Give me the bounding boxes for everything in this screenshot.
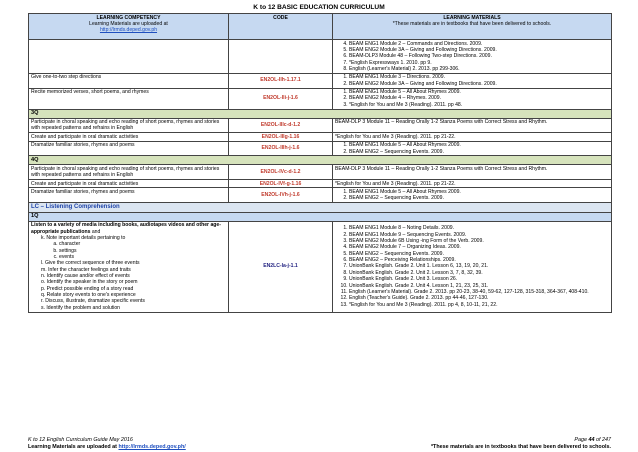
code-cell: EN2OL-IIi-j-1.6	[229, 88, 333, 109]
materials-cell: *English for You and Me 3 (Reading). 2011. pp 21-22.	[333, 180, 612, 188]
header-materials-sub: *These materials are in textbooks that have been delivered to schools.	[392, 20, 552, 27]
code-cell: EN2OL-IIIh-j-1.6	[229, 141, 333, 156]
code-cell: EN2OL-IIIg-1.16	[229, 133, 333, 141]
list-item: 1. BEAM ENG1 Module 5 – All About Rhymes 2009.	[349, 142, 609, 148]
list-item: 9. UnionBank English. Grade 2. Unit 3. Lesson 26.	[349, 276, 609, 282]
list-item: 11. English (Learner's Material). Grade 2. 2013. pp 20-23, 38-40, 59-62, 127-128, 315-318, 364-367, 408-410.	[349, 289, 609, 295]
delivered-note: *These materials are in textbooks that have been delivered to schools.	[430, 444, 611, 450]
uploaded-text: Learning Materials are uploaded at	[28, 444, 119, 450]
footer-lrmds-link[interactable]: http://lrmds.deped.gov.ph/	[118, 444, 186, 450]
header-code	[229, 14, 333, 40]
quarter-label: 1Q	[29, 212, 612, 221]
domain-row-listening	[29, 203, 612, 213]
competency-cell	[29, 221, 229, 312]
materials-cell: *English for You and Me 3 (Reading). 2011. pp 21-22.	[333, 133, 612, 141]
list-item: 2. BEAM ENG1 Module 9 – Sequencing Events. 2009.	[349, 232, 609, 238]
table-row	[29, 180, 612, 188]
list-item: 10. UnionBank English. Grade 2. Unit 4. Lesson 1, 21, 23, 25, 31.	[349, 283, 609, 289]
materials-list	[335, 225, 609, 308]
sub-item: q. Relate story events to one's experience	[41, 292, 136, 299]
quarter-row-1q	[29, 212, 612, 221]
quarter-row-4q	[29, 156, 612, 165]
materials-list	[335, 142, 609, 155]
table-header-row	[29, 14, 612, 40]
sub-item: n. Identify cause and/or effect of events	[41, 273, 130, 280]
header-competency-title: LEARNING COMPETENCY	[96, 14, 161, 21]
list-item: 2. BEAM ENG2 – Sequencing Events. 2009.	[349, 195, 609, 201]
list-item: 8. English (Learner's Material) 2. 2013. pp 299-306.	[349, 66, 609, 72]
list-item: 1. BEAM ENG1 Module 3 – Directions. 2009.	[349, 74, 609, 80]
materials-list	[335, 189, 609, 202]
header-competency	[29, 14, 229, 40]
page-prefix: Page	[574, 437, 589, 443]
header-materials	[333, 14, 612, 40]
table-row	[29, 141, 612, 156]
page-number	[574, 437, 611, 443]
table-row	[29, 165, 612, 180]
list-item: 6. BEAM ENG2 – Perceiving Relationships. 2009.	[349, 257, 609, 263]
list-item: 1. BEAM ENG1 Module 5 – All About Rhymes 2009.	[349, 189, 609, 195]
materials-cell: BEAM-DLP 3 Module 11 – Reading Orally 1-2 Stanza Poems with Correct Stress and Rhythm.	[333, 118, 612, 133]
list-item: a. character	[59, 241, 226, 247]
code-cell: EN2OL-IVh-j-1.6	[229, 188, 333, 203]
list-item: 8. UnionBank English. Grade 2. Unit 2. Lesson 3, 7, 8, 32, 39.	[349, 270, 609, 276]
competency-cell: Participate in choral speaking and echo reading of short poems, rhymes and stories with repeated patterns and refrains in English	[29, 165, 229, 180]
list-item: 13. *English for You and Me 3 (Reading). 2011. pp 4, 8, 10-11, 21, 22.	[349, 302, 609, 308]
competency-cell: Dramatize familiar stories, rhymes and poems	[29, 188, 229, 203]
list-item: 5. BEAM ENG2 – Sequencing Events. 2009.	[349, 251, 609, 257]
page-num: 44	[588, 437, 595, 443]
list-item: 7. *English Expressways 1. 2010. pp 9.	[349, 60, 609, 66]
header-competency-sub: Learning Materials are uploaded at	[89, 20, 168, 27]
curriculum-table	[28, 13, 612, 313]
sub-item: l. Give the correct sequence of three events	[41, 260, 140, 267]
quarter-label: 3Q	[29, 109, 612, 118]
list-item: 6. BEAM-DLP3 Module 48 – Following Two-step Directions. 2009.	[349, 53, 609, 59]
competency-cell: Give one-to-two step directions	[29, 73, 229, 88]
code-cell: EN2OL-IIIc-d-1.2	[229, 118, 333, 133]
list-item: 12. English (Teacher's Guide). Grade 2. 2013. pp 44-46, 127-130.	[349, 295, 609, 301]
table-row	[29, 88, 612, 109]
table-row	[29, 118, 612, 133]
competency-tail: and	[90, 228, 101, 235]
competency-cell: Create and participate in oral dramatic activities	[29, 133, 229, 141]
materials-cell: BEAM-DLP 3 Module 11 – Reading Orally 1-2 Stanza Poems with Correct Stress and Rhythm.	[333, 165, 612, 180]
code-cell: EN2OL-IVf-g-1.16	[229, 180, 333, 188]
list-item: 2. BEAM ENG2 Module 4 – Rhymes. 2009.	[349, 95, 609, 101]
table-row	[29, 188, 612, 203]
quarter-label: 4Q	[29, 156, 612, 165]
competency-cell: Create and participate in oral dramatic activities	[29, 180, 229, 188]
domain-label: LC – Listening Comprehension	[29, 203, 612, 213]
list-item: 2. BEAM ENG2 – Sequencing Events. 2009.	[349, 149, 609, 155]
footer-line-2	[28, 444, 611, 450]
materials-list	[335, 74, 609, 87]
list-item: 3. BEAM ENG2 Module 6B Using -ing Form of the Verb. 2009.	[349, 238, 609, 244]
sub-item: o. Identify the speaker in the story or poem	[41, 279, 138, 286]
sub-list	[31, 241, 226, 260]
code-cell: EN2OL-IVc-d-1.2	[229, 165, 333, 180]
list-item: c. events	[59, 254, 226, 260]
table-row	[29, 40, 612, 74]
list-item: 1. BEAM ENG1 Module 5 – All About Rhymes 2009.	[349, 89, 609, 95]
guide-label: K to 12 English Curriculum Guide May 2016	[28, 437, 133, 443]
table-row	[29, 73, 612, 88]
competency-bold-text: Listen to a variety of media including books, audiotapes videos and other age-appropriate publications	[31, 222, 221, 235]
page-title: K to 12 BASIC EDUCATION CURRICULUM	[253, 4, 385, 11]
code-cell: EN2OL-IIh-1.17.1	[229, 73, 333, 88]
quarter-row-3q	[29, 109, 612, 118]
sub-item: m. Infer the character feelings and traits	[41, 266, 131, 273]
footer-line-1	[28, 437, 611, 443]
materials-list	[335, 89, 609, 108]
list-item: 3. *English for You and Me 3 (Reading). 2011. pp 48.	[349, 102, 609, 108]
sub-item: p. Predict possible ending of a story read	[41, 285, 134, 292]
list-item: 1. BEAM ENG1 Module 8 – Noting Details. 2009.	[349, 225, 609, 231]
page-of: of 247	[594, 437, 611, 443]
sub-item: s. Identify the problem and solution	[41, 304, 121, 311]
header-code-title: CODE	[273, 14, 288, 21]
list-item: 4. BEAM ENG1 Module 2 – Commands and Directions. 2009.	[349, 41, 609, 47]
list-item: 5. BEAM ENG2 Module 3A – Giving and Following Directions. 2009.	[349, 47, 609, 53]
table-row	[29, 133, 612, 141]
sub-item: k. Note important details pertaining to	[41, 234, 126, 241]
competency-cell: Participate in choral speaking and echo reading of short poems, rhymes and stories with repeated patterns and refrains in English	[29, 118, 229, 133]
table-row	[29, 221, 612, 312]
sub-item: r. Discuss, illustrate, dramatize specific events	[41, 298, 145, 305]
list-item: 4. BEAM ENG2 Module 7 – Organizing Ideas. 2009.	[349, 244, 609, 250]
materials-list	[335, 41, 609, 73]
lrmds-link[interactable]: http://lrmds.deped.gov.ph	[99, 27, 158, 34]
list-item: 7. UnionBank English. Grade 2. Unit 1. Lesson 6, 13, 19, 20, 21.	[349, 263, 609, 269]
list-item: 2. BEAM ENG2 Module 3A – Giving and Following Directions. 2009.	[349, 81, 609, 87]
code-cell: EN2LC-Ia-j-1.1	[229, 221, 333, 312]
competency-cell: Dramatize familiar stories, rhymes and poems	[29, 141, 229, 156]
competency-cell: Recite memorized verses, short poems, and rhymes	[29, 88, 229, 109]
header-materials-title: LEARNING MATERIALS	[443, 14, 501, 21]
list-item: b. settings	[59, 248, 226, 254]
